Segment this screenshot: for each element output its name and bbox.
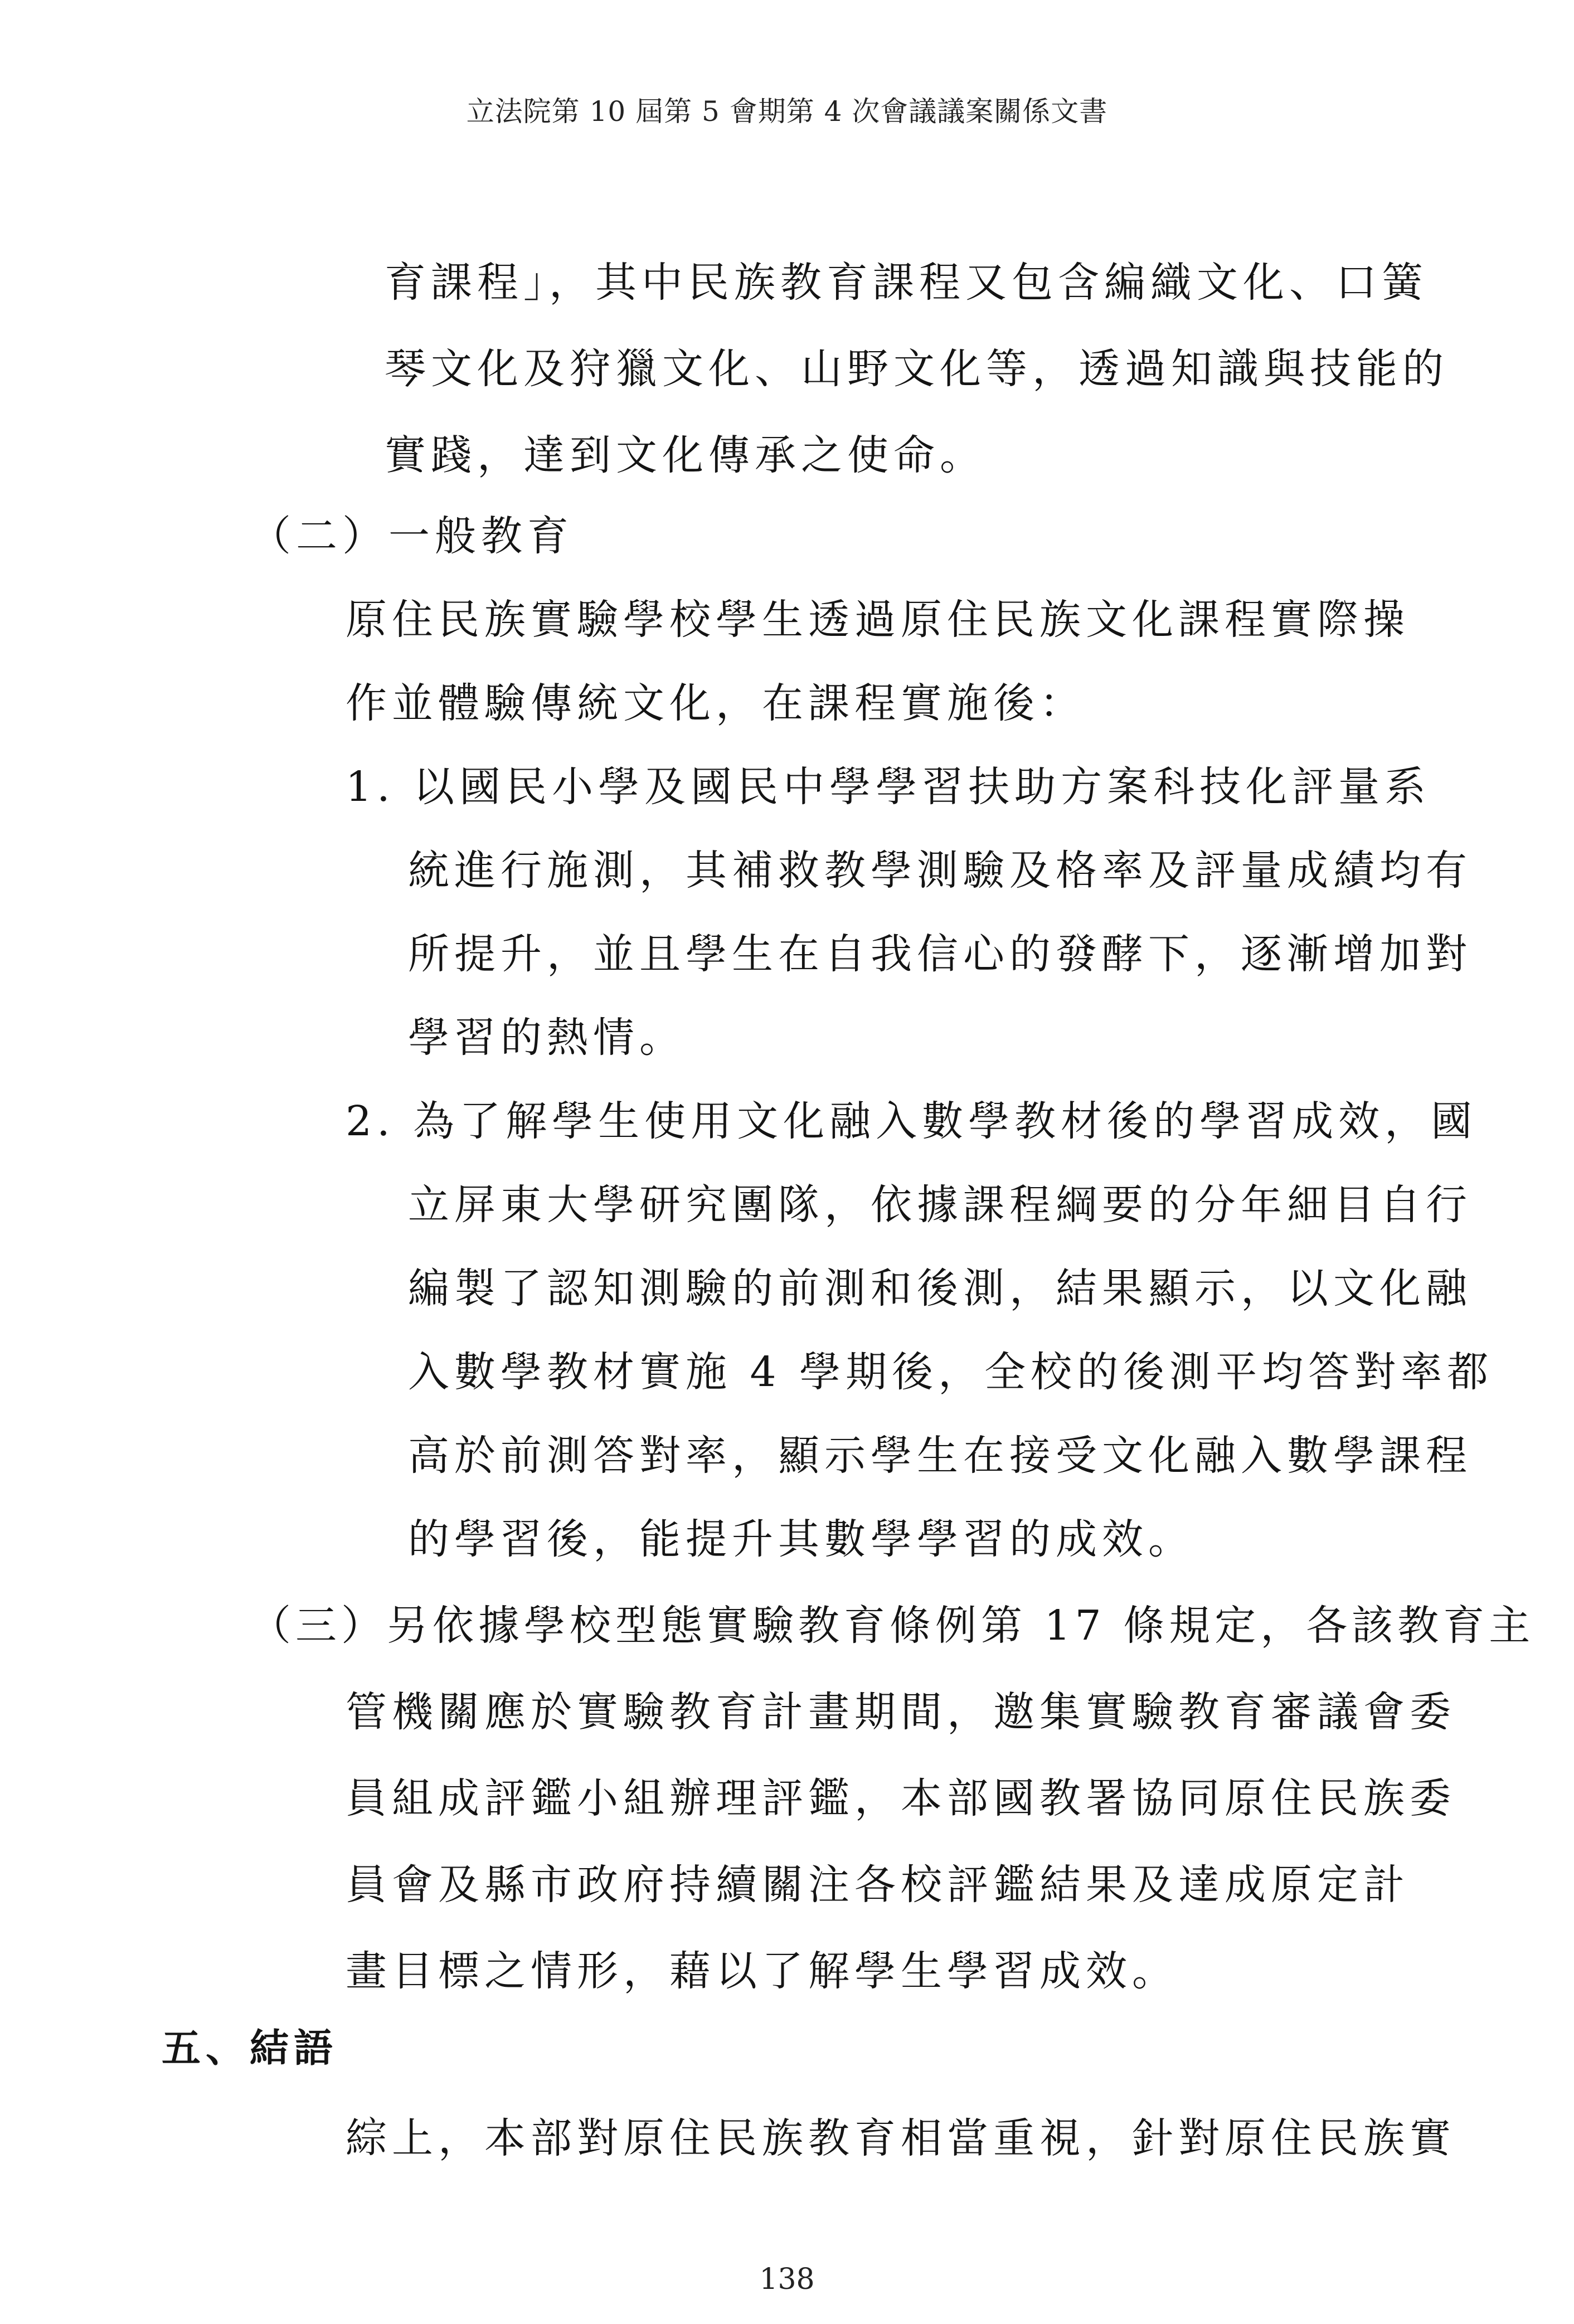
body-line: 立屏東大學研究團隊，依據課程綱要的分年細目自行 (408, 1181, 1472, 1229)
list-item: 1. 以國民小學及國民中學學習扶助方案科技化評量系 (346, 763, 1431, 811)
body-line: 的學習後，能提升其數學學習的成效。 (408, 1515, 1194, 1563)
running-header: 立法院第 10 屆第 5 會期第 4 次會議議案關係文書 (466, 95, 1108, 128)
body-line: 高於前測答對率，顯示學生在接受文化融入數學課程 (408, 1432, 1472, 1480)
body-line: 育課程」，其中民族教育課程又包含編織文化、口簧 (385, 259, 1428, 307)
body-line: 畫目標之情形，藉以了解學生學習成效。 (346, 1947, 1178, 1995)
list-item: 2. 為了解學生使用文化融入數學教材後的學習成效，國 (346, 1097, 1478, 1145)
page-number: 138 (759, 2263, 815, 2296)
body-line: 學習的熱情。 (408, 1014, 686, 1062)
body-line: 員會及縣市政府持續關注各校評鑑結果及達成原定計 (346, 1861, 1410, 1909)
body-line: 所提升，並且學生在自我信心的發酵下，逐漸增加對 (408, 930, 1472, 978)
section-heading: （二）一般教育 (250, 512, 574, 560)
body-line: 琴文化及狩獵文化、山野文化等，透過知識與技能的 (385, 345, 1449, 393)
body-line: 管機關應於實驗教育計畫期間，邀集實驗教育審議會委 (346, 1688, 1456, 1736)
body-line: 作並體驗傳統文化，在課程實施後： (346, 679, 1086, 727)
body-line: 實踐，達到文化傳承之使命。 (385, 431, 986, 479)
body-line: 原住民族實驗學校學生透過原住民族文化課程實際操 (346, 596, 1410, 644)
body-line: 員組成評鑑小組辦理評鑑，本部國教署協同原住民族委 (346, 1774, 1456, 1822)
body-line: 綜上，本部對原住民族教育相當重視，針對原住民族實 (346, 2114, 1456, 2162)
section-heading: （三）另依據學校型態實驗教育條例第 17 條規定，各該教育主 (250, 1602, 1535, 1650)
body-line: 統進行施測，其補救教學測驗及格率及評量成績均有 (408, 847, 1472, 894)
body-line: 編製了認知測驗的前測和後測，結果顯示，以文化融 (408, 1265, 1472, 1312)
chapter-heading: 五、結語 (162, 2025, 338, 2071)
body-line: 入數學教材實施 4 學期後，全校的後測平均答對率都 (408, 1348, 1494, 1396)
